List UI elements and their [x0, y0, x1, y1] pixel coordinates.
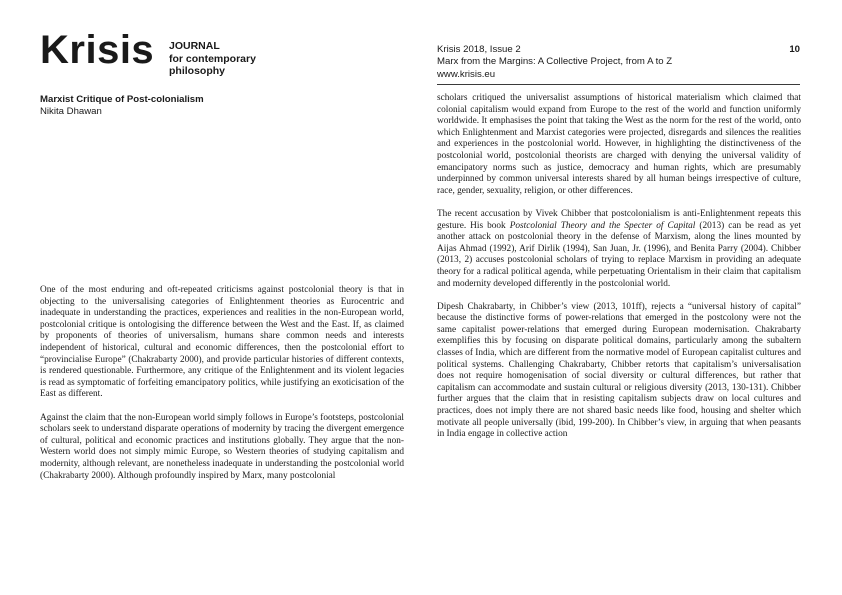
left-column	[40, 285, 404, 494]
tagline-line: philosophy	[169, 65, 225, 77]
paragraph: Against the claim that the non-European world simply follows in Europe’s footsteps, postcolonial scholars seek to understand disparate operations of modernity by tracing the divergent emergence of cultural, political and economic practices and institutions globally. They argue that the non-Western world does not simply mimic Europe, so Western theories of studying capitalism and modernity, although relevant, are nonetheless inadequate in understanding the postcolonial world (Chakrabarty 2000). Although profoundly inspired by Marx, many postcolonial	[40, 412, 404, 481]
journal-url[interactable]: www.krisis.eu	[437, 68, 496, 80]
article-title: Marxist Critique of Post-colonialism	[40, 94, 204, 105]
series-title: Marx from the Margins: A Collective Project, from A to Z	[437, 56, 673, 68]
issue-label: Krisis 2018, Issue 2	[437, 44, 521, 55]
header-divider	[437, 84, 800, 85]
paragraph	[437, 209, 801, 290]
journal-tagline	[169, 40, 256, 78]
paragraph-text: The recent accusation by Vivek Chibber that postcolonialism is anti-Enlightenment repeats this gesture. His book	[437, 208, 801, 231]
paragraph-text: (2013) can be read as yet another attack on postcolonial theory in the defense of Marxism, along the lines mounted by Aijas Ahmad (1992), Arif Dirlik (1994), San Juan, Jr. (1996), and Benita Parry (2004). Chibber (2013, 2) accuses postcolonial scholars of trying to replace Marxism in providing an adequate theory for a radical political agenda, while perpetuating Orientalism in their claim that capitalism and modernity developed differently in the postcolonial world.	[437, 220, 801, 289]
journal-logo: Krisis	[40, 28, 155, 72]
tagline-line: JOURNAL	[169, 40, 220, 52]
tagline-line: for contemporary	[169, 52, 256, 65]
paragraph: scholars critiqued the universalist assumptions of historical materialism which claimed that colonial capitalism would expand from Europe to the rest of the world and function uniformly worldwide. It emphasises the point that taking the West as the norm for the rest of the world, onto which Enlightenment and Marxist categories were projected, disregards and silences the realities and experiences in the postcolonial world. However, in highlighting the distinctiveness of the postcolonial world, postcolonial theorists are charged with denying the universal validity of emancipatory norms such as justice, democracy and human rights, which are presumably underpinned by common universal interests shared by all human beings irrespective of culture, race, gender, sexuality, religion, or other differences.	[437, 93, 801, 196]
page-number: 10	[789, 44, 800, 55]
book-title: Postcolonial Theory and the Specter of Capital	[509, 220, 696, 231]
article-author: Nikita Dhawan	[40, 106, 102, 117]
right-column	[437, 93, 801, 452]
paragraph: Dipesh Chakrabarty, in Chibber’s view (2013, 101ff), rejects a “universal history of capital” because the distinctive forms of power-relations that emerged in the postcolony were not the same capitalist power-relations that emerged during European modernisation. Chakrabarty exemplifies this by focusing on disparate political domains, particularly among the subaltern classes of India, which are different from the normative model of European capitalist cultures and political systems. Challenging Chakrabarty, Chibber retorts that capitalism’s universalisation does not require homogenisation of social diversity or cultural differences, but rather that capitalism can accommodate and sustain cultural or religious diversity (2013, 130-131). Chibber further argues that the claim that in resisting capitalism subjects draw on local cultures and practices, does not imply there are not shared basic needs like food, housing and shelter which motivate all people universally (ibid, 199-200). In Chibber’s view, in arguing that when peasants in India engage in collective action	[437, 301, 801, 440]
issue-info	[437, 44, 672, 81]
paragraph: One of the most enduring and oft-repeated criticisms against postcolonial theory is that in objecting to the universalising categories of Enlightenment theories as Eurocentric and inadequate in understanding the practices, experiences and realities in the non-European world, postcolonial critique is ontologising the difference between the West and the East. If, as claimed by proponents of theories of universalism, humans share common needs and interests independent of historical, cultural and economic differences, then the postcolonial effort to “provincialise Europe” (Chakrabarty 2000), and provide particular histories of different contexts, is rendered questionable. Furthermore, any critique of the Enlightenment and its violent legacies is read as symptomatic of forfeiting emancipatory politics, while justifying an exoticisation of the East as different.	[40, 285, 404, 400]
